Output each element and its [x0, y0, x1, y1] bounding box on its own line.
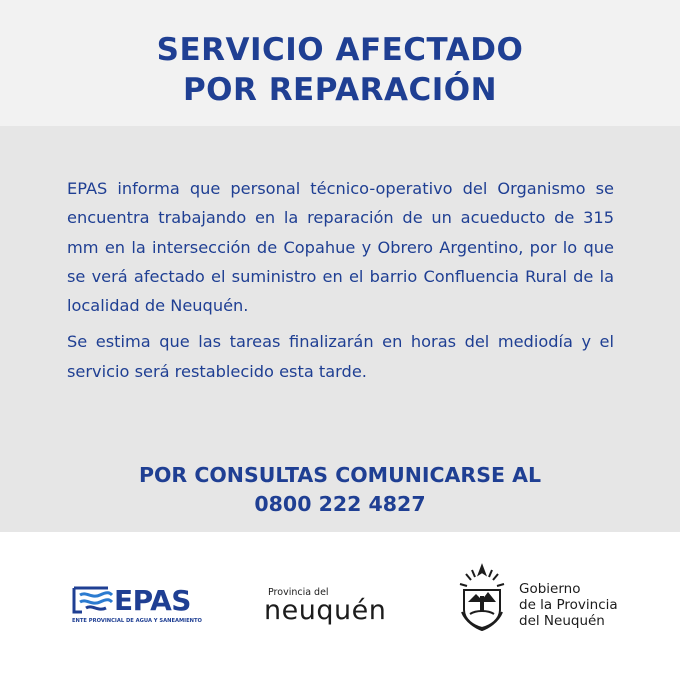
- gobierno-line-2: de la Provincia: [519, 597, 618, 613]
- title-line-2: POR REPARACIÓN: [182, 72, 498, 108]
- epas-wordmark: EPAS: [114, 584, 191, 617]
- provincia-label: Provincia del: [268, 587, 329, 598]
- notice-paragraph-2: Se estima que las tareas finalizarán en horas del mediodía y el servicio será restablecido esta tarde.: [67, 332, 614, 381]
- provincia-neuquen-logo: [262, 587, 412, 631]
- page-title: [0, 0, 680, 110]
- footer: [0, 532, 680, 680]
- header: [0, 0, 680, 126]
- notice-body: [67, 174, 614, 393]
- neuquen-wordmark: neuquén: [264, 595, 387, 626]
- contact-phone: 0800 222 4827: [254, 492, 426, 516]
- gobierno-line-3: del Neuquén: [519, 613, 605, 629]
- gobierno-text: [519, 581, 618, 629]
- contact-label: POR CONSULTAS COMUNICARSE AL: [138, 463, 542, 487]
- water-drop-icon: [70, 584, 114, 616]
- epas-logo: [70, 584, 218, 628]
- title-line-1: SERVICIO AFECTADO: [156, 32, 524, 68]
- gobierno-line-1: Gobierno: [519, 581, 581, 597]
- epas-subtitle: ENTE PROVINCIAL DE AGUA Y SANEAMIENTO: [72, 618, 202, 624]
- notice-panel: [0, 126, 680, 532]
- notice-paragraph-1: EPAS informa que personal técnico-operativo del Organismo se encuentra trabajando en la reparación de un acueducto de 315 mm en la intersección de Copahue y Obrero Argentino, por lo que se verá afectado el suministro en el barrio Confluencia Rural de la localidad de Neuquén.: [67, 179, 614, 316]
- contact-block: [0, 461, 680, 519]
- provincial-seal-icon: [452, 562, 512, 632]
- gobierno-neuquen-logo: [452, 562, 622, 632]
